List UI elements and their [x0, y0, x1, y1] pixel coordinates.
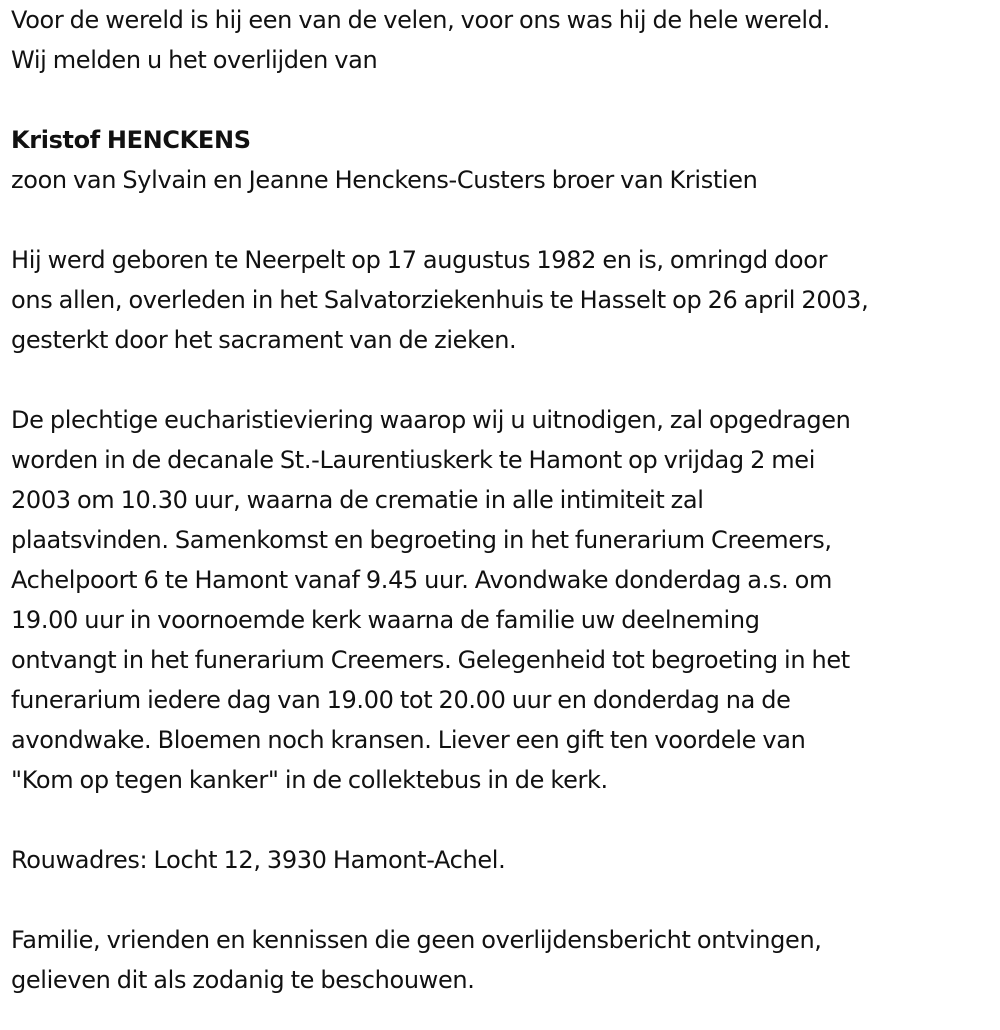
paragraph-line: Hij werd geboren te Neerpelt op 17 augustus 1982 en is, omringd door: [11, 246, 828, 274]
paragraph-line: funerarium iedere dag van 19.00 tot 20.00 uur en donderdag na de: [11, 686, 791, 714]
spacer: [11, 80, 996, 120]
spacer: [11, 880, 996, 920]
paragraph-line: ons allen, overleden in het Salvatorziekenhuis te Hasselt op 26 april 2003,: [11, 286, 869, 314]
paragraph-line: 2003 om 10.30 uur, waarna de crematie in alle intimiteit zal: [11, 486, 704, 514]
spacer: [11, 360, 996, 400]
paragraph-line: ontvangt in het funerarium Creemers. Gelegenheid tot begroeting in het: [11, 646, 850, 674]
intro-paragraph: [11, 0, 996, 80]
intro-line: Voor de wereld is hij een van de velen, voor ons was hij de hele wereld.: [11, 6, 830, 34]
paragraph-line: De plechtige eucharistieviering waarop wij u uitnodigen, zal opgedragen: [11, 406, 851, 434]
ceremony-paragraph: [11, 400, 996, 800]
paragraph-line: gelieven dit als zodanig te beschouwen.: [11, 966, 475, 994]
mourning-address: Rouwadres: Locht 12, 3930 Hamont-Achel.: [11, 846, 506, 874]
birth-death-paragraph: [11, 240, 996, 360]
address-paragraph: [11, 840, 996, 880]
spacer: [11, 800, 996, 840]
deceased-block: [11, 120, 996, 200]
intro-line: Wij melden u het overlijden van: [11, 46, 378, 74]
deceased-relation: zoon van Sylvain en Jeanne Henckens-Custers broer van Kristien: [11, 166, 758, 194]
closing-paragraph: [11, 920, 996, 1000]
paragraph-line: 19.00 uur in voornoemde kerk waarna de familie uw deelneming: [11, 606, 760, 634]
paragraph-line: Achelpoort 6 te Hamont vanaf 9.45 uur. Avondwake donderdag a.s. om: [11, 566, 832, 594]
paragraph-line: plaatsvinden. Samenkomst en begroeting in het funerarium Creemers,: [11, 526, 832, 554]
deceased-name: Kristof HENCKENS: [11, 126, 251, 154]
spacer: [11, 200, 996, 240]
paragraph-line: "Kom op tegen kanker" in de collektebus in de kerk.: [11, 766, 608, 794]
paragraph-line: Familie, vrienden en kennissen die geen overlijdensbericht ontvingen,: [11, 926, 822, 954]
paragraph-line: avondwake. Bloemen noch kransen. Liever een gift ten voordele van: [11, 726, 806, 754]
paragraph-line: worden in de decanale St.-Laurentiuskerk te Hamont op vrijdag 2 mei: [11, 446, 816, 474]
paragraph-line: gesterkt door het sacrament van de zieken.: [11, 326, 517, 354]
death-notice: [11, 0, 996, 1000]
